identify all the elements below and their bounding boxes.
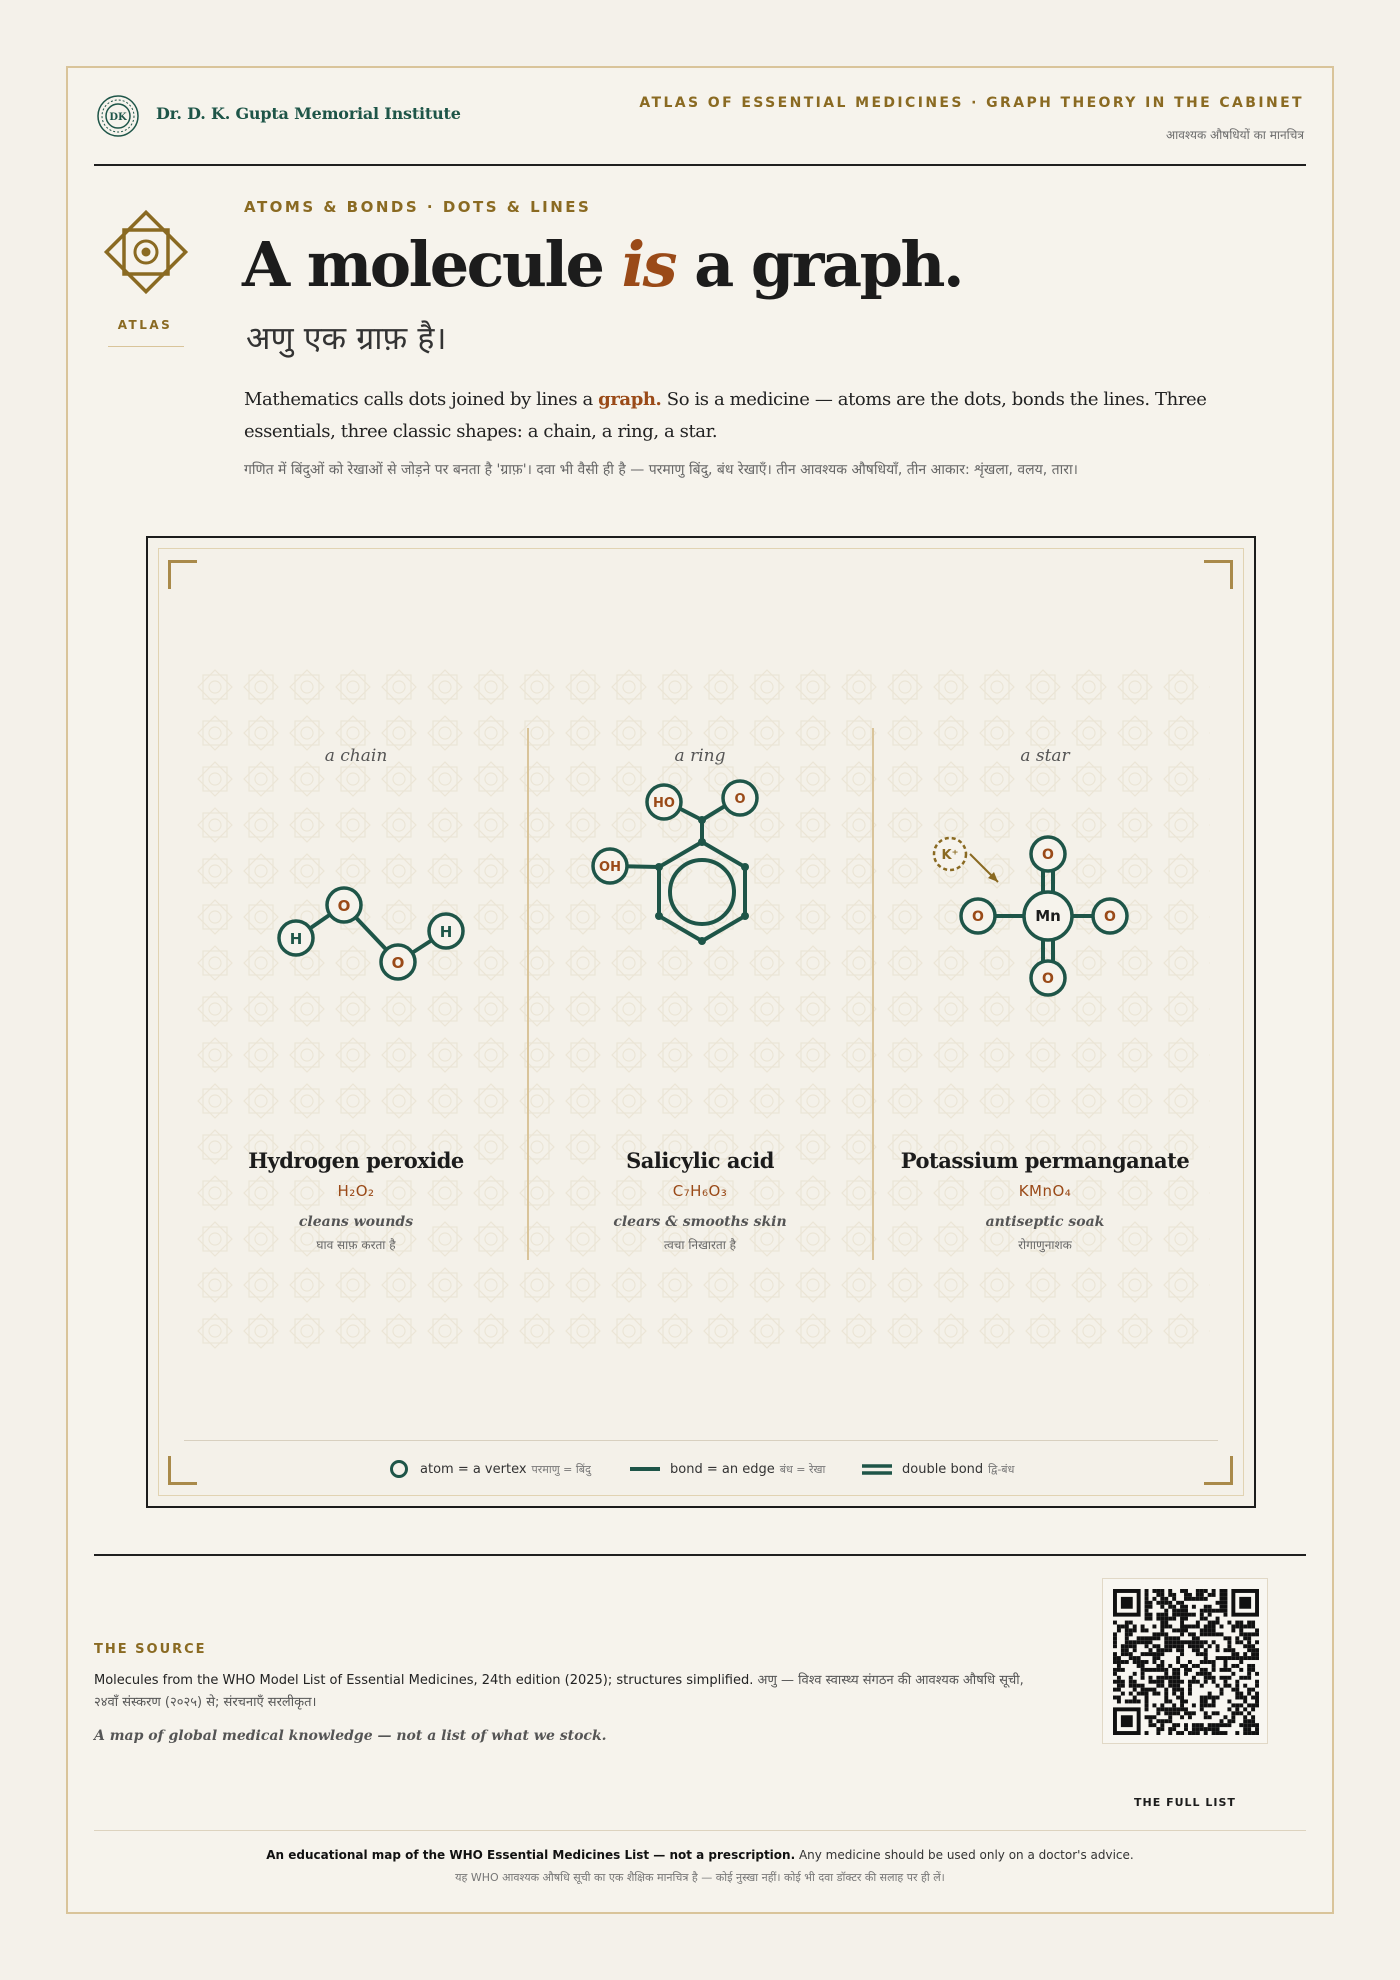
shape-label-star: a star xyxy=(1020,746,1070,766)
header-rule xyxy=(94,164,1306,166)
molecule-use-salicylic-acid: clears & smooths skin xyxy=(613,1214,787,1230)
source-tagline: A map of global medical knowledge — not a list of what we stock. xyxy=(94,1728,607,1744)
intro-paragraph-hindi: गणित में बिंदुओं को रेखाओं से जोड़ने पर बनता है 'ग्राफ़'। दवा भी वैसी ही है — परमाणु बिंदु, बंध रेखाएँ। तीन आवश्यक औषधियाँ, तीन आकार: शृंखला, वलय, तारा। xyxy=(244,462,1078,478)
atom-o-1-label: O xyxy=(337,897,351,915)
intro-paragraph: Mathematics calls dots joined by lines a graph. So is a medicine — atoms are the dots, bonds the lines. Three essentials, three classic shapes: a chain, a ring, a star. xyxy=(244,389,1207,442)
legend-rule xyxy=(184,1440,1218,1441)
molecule-name-potassium-permanganate: Potassium permanganate xyxy=(900,1148,1190,1173)
atom-o-label: O xyxy=(734,792,746,807)
frame-corner-top-right xyxy=(1204,560,1233,589)
source-rule xyxy=(94,1554,1306,1556)
molecule-name-hydrogen-peroxide: Hydrogen peroxide xyxy=(248,1148,464,1173)
atlas-underline xyxy=(108,346,184,347)
qr-code-block[interactable] xyxy=(1102,1578,1268,1782)
frame-corner-bottom-right xyxy=(1204,1456,1233,1485)
single-bond-icon xyxy=(628,1458,662,1480)
molecule-use-hindi-hydrogen-peroxide: घाव साफ़ करता है xyxy=(316,1238,396,1252)
qr-label: THE FULL LIST xyxy=(1134,1796,1236,1809)
atom-circle-icon xyxy=(388,1458,410,1480)
footer-disclaimer: An educational map of the WHO Essential Medicines List — not a prescription. Any medicine should be used only on a doctor's advice. xyxy=(266,1848,1134,1862)
shape-label-chain: a chain xyxy=(324,746,388,766)
molecule-formula-kmno4: KMnO₄ xyxy=(1018,1182,1072,1200)
institute-logo-icon xyxy=(96,94,140,138)
institute-name: Dr. D. K. Gupta Memorial Institute xyxy=(156,104,461,123)
double-bond-icon xyxy=(860,1458,894,1480)
legend-atom: atom = a vertex परमाणु = बिंदु xyxy=(388,1458,591,1480)
footer-disclaimer-hindi: यह WHO आवश्यक औषधि सूची का एक शैक्षिक मानचित्र है — कोई नुस्खा नहीं। कोई भी दवा डॉक्टर की सलाह पर ही लें। xyxy=(455,1871,945,1884)
series-kicker-hindi: आवश्यक औषधियों का मानचित्र xyxy=(1165,128,1304,142)
atom-o-left-label: O xyxy=(972,909,984,925)
atlas-badge-icon xyxy=(100,206,192,298)
potassium-permanganate-structure xyxy=(916,820,1136,1020)
title-emphasis: is xyxy=(621,228,676,301)
atom-o-2-label: O xyxy=(391,954,405,972)
atom-h-left-label: H xyxy=(289,930,303,948)
page-title: A molecule is a graph. xyxy=(242,228,963,301)
column-divider-2 xyxy=(872,728,874,1260)
atom-o-right-label: O xyxy=(1104,909,1116,925)
source-heading: THE SOURCE xyxy=(94,1642,207,1657)
series-kicker: ATLAS OF ESSENTIAL MEDICINES · GRAPH THEORY IN THE CABINET xyxy=(639,95,1304,111)
molecule-use-hydrogen-peroxide: cleans wounds xyxy=(298,1214,414,1230)
graph-highlight: graph. xyxy=(598,389,662,410)
source-text: Molecules from the WHO Model List of Essential Medicines, 24th edition (2025); structures simplified. अणु — विश्व स्वास्थ्य संगठन की आवश्यक औषधि सूची, २४वाँ संस्करण (२०२५) से; संरचनाएँ सरलीकृत। xyxy=(94,1673,1024,1710)
atom-o-bottom-label: O xyxy=(1042,971,1054,987)
legend-bond: bond = an edge बंध = रेखा xyxy=(628,1458,825,1480)
footer-rule xyxy=(94,1830,1306,1831)
molecule-use-hindi-potassium-permanganate: रोगाणुनाशक xyxy=(1018,1238,1072,1252)
atom-h-right-label: H xyxy=(439,923,453,941)
section-kicker: ATOMS & BONDS · DOTS & LINES xyxy=(244,198,592,216)
svg-text:DK: DK xyxy=(109,112,127,123)
hydrogen-peroxide-structure xyxy=(256,860,476,1000)
atom-o-top-label: O xyxy=(1042,847,1054,863)
molecule-formula-h2o2: H₂O₂ xyxy=(337,1182,375,1200)
qr-code-icon[interactable] xyxy=(1113,1589,1259,1735)
molecule-use-hindi-salicylic-acid: त्वचा निखारता है xyxy=(663,1238,737,1252)
molecule-use-potassium-permanganate: antiseptic soak xyxy=(985,1214,1105,1230)
qr-card xyxy=(1102,1578,1268,1744)
atlas-badge-label: ATLAS xyxy=(117,318,173,332)
legend-double-bond: double bond द्वि-बंध xyxy=(860,1458,1014,1480)
molecule-name-salicylic-acid: Salicylic acid xyxy=(626,1148,774,1173)
salicylic-acid-structure xyxy=(580,772,780,982)
column-divider-1 xyxy=(527,728,529,1260)
atom-k-label: K⁺ xyxy=(941,848,959,863)
shape-label-ring: a ring xyxy=(674,746,726,766)
molecule-formula-c7h6o3: C₇H₆O₃ xyxy=(672,1182,728,1200)
frame-corner-bottom-left xyxy=(168,1456,197,1485)
page-title-hindi: अणु एक ग्राफ़ है। xyxy=(246,319,447,357)
atom-oh-label: OH xyxy=(599,860,621,875)
frame-corner-top-left xyxy=(168,560,197,589)
atom-ho-label: HO xyxy=(653,796,675,811)
atom-mn-label: Mn xyxy=(1035,907,1061,925)
